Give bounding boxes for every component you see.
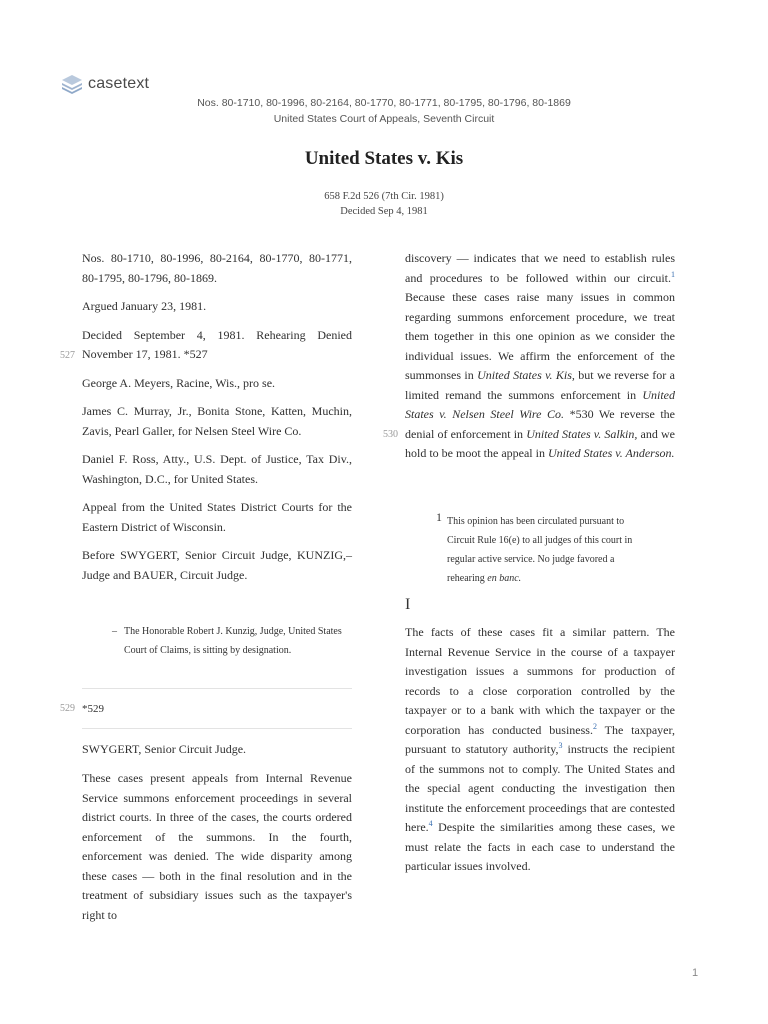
- text-run: *530 We reverse the denial of enforcement in: [405, 407, 675, 441]
- footnote-ref-1[interactable]: 1: [671, 269, 675, 279]
- docket-numbers: Nos. 80-1710, 80-1996, 80-2164, 80-1770, 80-1771, 80-1795, 80-1796, 80-1869: [197, 97, 571, 109]
- footnote-1-text: [447, 512, 637, 588]
- text-run: The facts of these cases fit a similar pattern. The Internal Revenue Service in the course of a taxpayer investigation issues a summons for production of records to a close corporation controlled by the taxpayer or to a bank with which the taxpayer or the corporation has conducted business.: [405, 625, 675, 737]
- page-number: 1: [692, 967, 699, 979]
- page-marker-530: 530: [383, 429, 398, 440]
- text-run: but we reverse for a limited remand the summons enforcement in: [405, 368, 675, 402]
- text-run: The taxpayer, pursuant to statutory authority,: [405, 722, 675, 756]
- section-heading: I: [405, 596, 411, 613]
- footnote-ref-2[interactable]: 2: [592, 721, 597, 731]
- argued-paragraph: Argued January 23, 1981.: [82, 299, 207, 313]
- case-title: United States v. Kis: [304, 148, 464, 169]
- counsel-murray: James C. Murray, Jr., Bonita Stone, Katten, Muchin, Zavis, Pearl Galler, for Nelsen Steel Wire Co.: [82, 404, 352, 438]
- case-name-anderson: United States v. Anderson.: [547, 446, 675, 460]
- divider: [82, 728, 352, 729]
- page-star-529: *529: [82, 703, 104, 715]
- casetext-stack-icon: [60, 72, 84, 96]
- text-run: and we hold to be moot the appeal in: [405, 426, 675, 460]
- citation: 658 F.2d 526 (7th Cir. 1981): [324, 191, 444, 202]
- footnote-dash: –: [112, 626, 117, 637]
- text-run: instructs the recipient of the summons not to comply. The United States and the special agent conducting the investigation then institute the enforcement proceedings that are contested here.: [405, 742, 675, 834]
- case-name-salkin: United States v. Salkin,: [526, 426, 638, 441]
- footnote-1-number: 1: [436, 510, 442, 524]
- decided-date: Decided Sep 4, 1981: [340, 206, 428, 217]
- decided-paragraph: Decided September 4, 1981. Rehearing Denied November 17, 1981. *527: [82, 327, 352, 361]
- text-run: This opinion has been circulated pursuant to Circuit Rule 16(e) to all judges of this court in regular active service. No judge favored a rehearing: [447, 516, 633, 584]
- appeal-paragraph: Appeal from the United States District Courts for the Eastern District of Wisconsin.: [82, 500, 352, 534]
- left-column: [82, 249, 352, 594]
- case-name-kis: United States v. Kis,: [477, 368, 575, 382]
- docket-paragraph: Nos. 80-1710, 80-1996, 80-2164, 80-1770, 80-1771, 80-1795, 80-1796, 80-1869.: [82, 251, 352, 285]
- logo-text: casetext: [88, 75, 150, 92]
- court-name: United States Court of Appeals, Seventh Circuit: [273, 113, 495, 125]
- footnote-ref-3[interactable]: 3: [558, 741, 563, 750]
- right-paragraph-2: [405, 623, 675, 877]
- opinion-paragraph-1: These cases present appeals from Internal Revenue Service summons enforcement proceedings in several district courts. In three of the cases, the courts ordered enforcement of the summons. In the fourth, enforcement was denied. The wide disparity among these cases — both in the final resolution and in the treatment of subsidiary issues such as the taxpayer's right to: [82, 771, 352, 922]
- before-paragraph: Before SWYGERT, Senior Circuit Judge, KUNZIG,– Judge and BAUER, Circuit Judge.: [82, 548, 352, 582]
- right-paragraph-1: [405, 249, 675, 464]
- casetext-logo[interactable]: [60, 72, 149, 96]
- judge-heading: SWYGERT, Senior Circuit Judge.: [82, 742, 247, 756]
- divider: [82, 688, 352, 689]
- page-marker-529: 529: [60, 703, 75, 714]
- counsel-meyers: George A. Meyers, Racine, Wis., pro se.: [82, 375, 276, 390]
- case-name-nelsen: United States v. Nelsen Steel Wire Co.: [405, 387, 675, 421]
- counsel-ross: Daniel F. Ross, Atty., U.S. Dept. of Justice, Tax Div., Washington, D.C., for United States.: [82, 452, 352, 486]
- page-marker-527: 527: [60, 350, 75, 361]
- text-run: Because these cases raise many issues in common regarding summons enforcement procedure, we treat them together in this one opinion as we consider the individual issues. We affirm the enforcement of the summonses in: [405, 290, 675, 382]
- footnote-kunzig: The Honorable Robert J. Kunzig, Judge, United States Court of Claims, is sitting by designation.: [124, 626, 342, 656]
- footnote-ref-4[interactable]: 4: [428, 819, 433, 828]
- text-run: discovery — indicates that we need to establish rules and procedures to be followed within our circuit.: [405, 251, 675, 285]
- en-banc: en banc.: [487, 573, 522, 584]
- text-run: Despite the similarities among these cases, we must relate the facts in each case to understand the particular issues involved.: [405, 820, 675, 873]
